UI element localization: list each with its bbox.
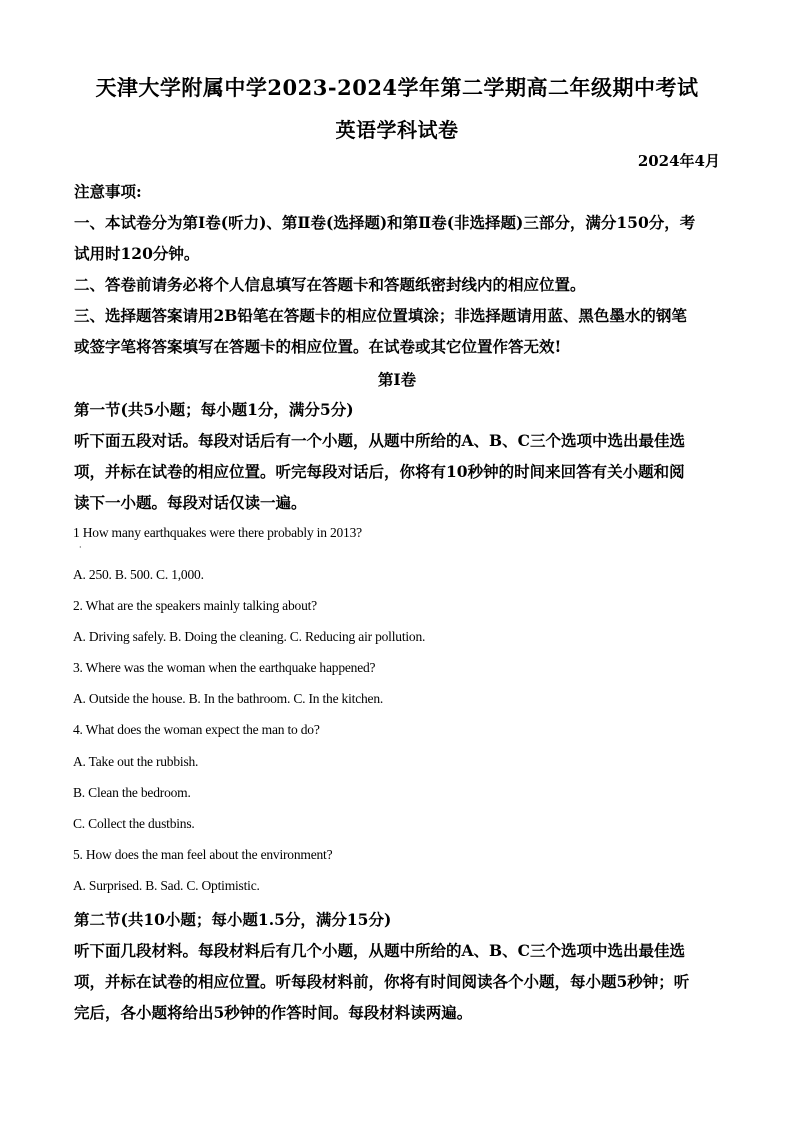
question-5: 5. How does the man feel about the environment? [73,847,333,862]
notes-line-1a: 一、本试卷分为第Ⅰ卷(听力)、第Ⅱ卷(选择题)和第Ⅱ卷(非选择题)三部分，满分150分，考 [74,213,696,232]
question-3: 3. Where was the woman when the earthquake happened? [73,660,376,675]
section2-heading: 第二节(共10小题；每小题1.5分，满分15分) [74,910,392,929]
section2-instruction-3: 完后，各小题将给出5秒钟的作答时间。每段材料读两遍。 [74,1003,473,1022]
section1-instruction-1: 听下面五段对话。每段对话后有一个小题，从题中所给的A、B、C三个选项中选出最佳选 [74,431,685,450]
question-1-dot: · [79,543,82,552]
notes-heading: 注意事项: [74,182,142,201]
exam-date: 2024年4月 [637,152,720,170]
question-4-option-a: A. Take out the rubbish. [73,754,199,769]
volume-heading: 第Ⅰ卷 [377,370,417,389]
section1-instruction-2: 项，并标在试卷的相应位置。听完每段对话后，你将有10秒钟的时间来回答有关小题和阅 [74,462,685,481]
question-2-options: A. Driving safely. B. Doing the cleaning. C. Reducing air pollution. [73,629,426,644]
notes-line-1b: 试用时120分钟。 [74,244,200,263]
notes-line-2: 二、答卷前请务必将个人信息填写在答题卡和答题纸密封线内的相应位置。 [74,275,586,294]
question-3-options: A. Outside the house. B. In the bathroom. C. In the kitchen. [73,691,384,706]
section2-instruction-1: 听下面几段材料。每段材料后有几个小题，从题中所给的A、B、C三个选项中选出最佳选 [74,941,685,960]
question-4-option-b: B. Clean the bedroom. [73,785,191,800]
question-4-option-c: C. Collect the dustbins. [73,816,195,831]
section2-instruction-2: 项，并标在试卷的相应位置。听每段材料前，你将有时间阅读各个小题，每小题5秒钟；听 [74,972,690,991]
question-4: 4. What does the woman expect the man to do? [73,722,320,737]
question-2: 2. What are the speakers mainly talking about? [73,598,317,613]
exam-title: 天津大学附属中学2023-2024学年第二学期高二年级期中考试 [95,75,699,100]
notes-line-3b: 或签字笔将答案填写在答题卡的相应位置。在试卷或其它位置作答无效! [74,337,562,356]
question-1: 1 How many earthquakes were there probably in 2013? [73,525,362,540]
section1-heading: 第一节(共5小题；每小题1分，满分5分) [74,400,354,419]
notes-line-3a: 三、选择题答案请用2B铅笔在答题卡的相应位置填涂；非选择题请用蓝、黑色墨水的钢笔 [74,306,687,325]
question-5-options: A. Surprised. B. Sad. C. Optimistic. [73,878,260,893]
question-1-options: A. 250. B. 500. C. 1,000. [73,567,204,582]
section1-instruction-3: 读下一小题。每段对话仅读一遍。 [74,493,307,512]
exam-subtitle: 英语学科试卷 [335,118,459,142]
